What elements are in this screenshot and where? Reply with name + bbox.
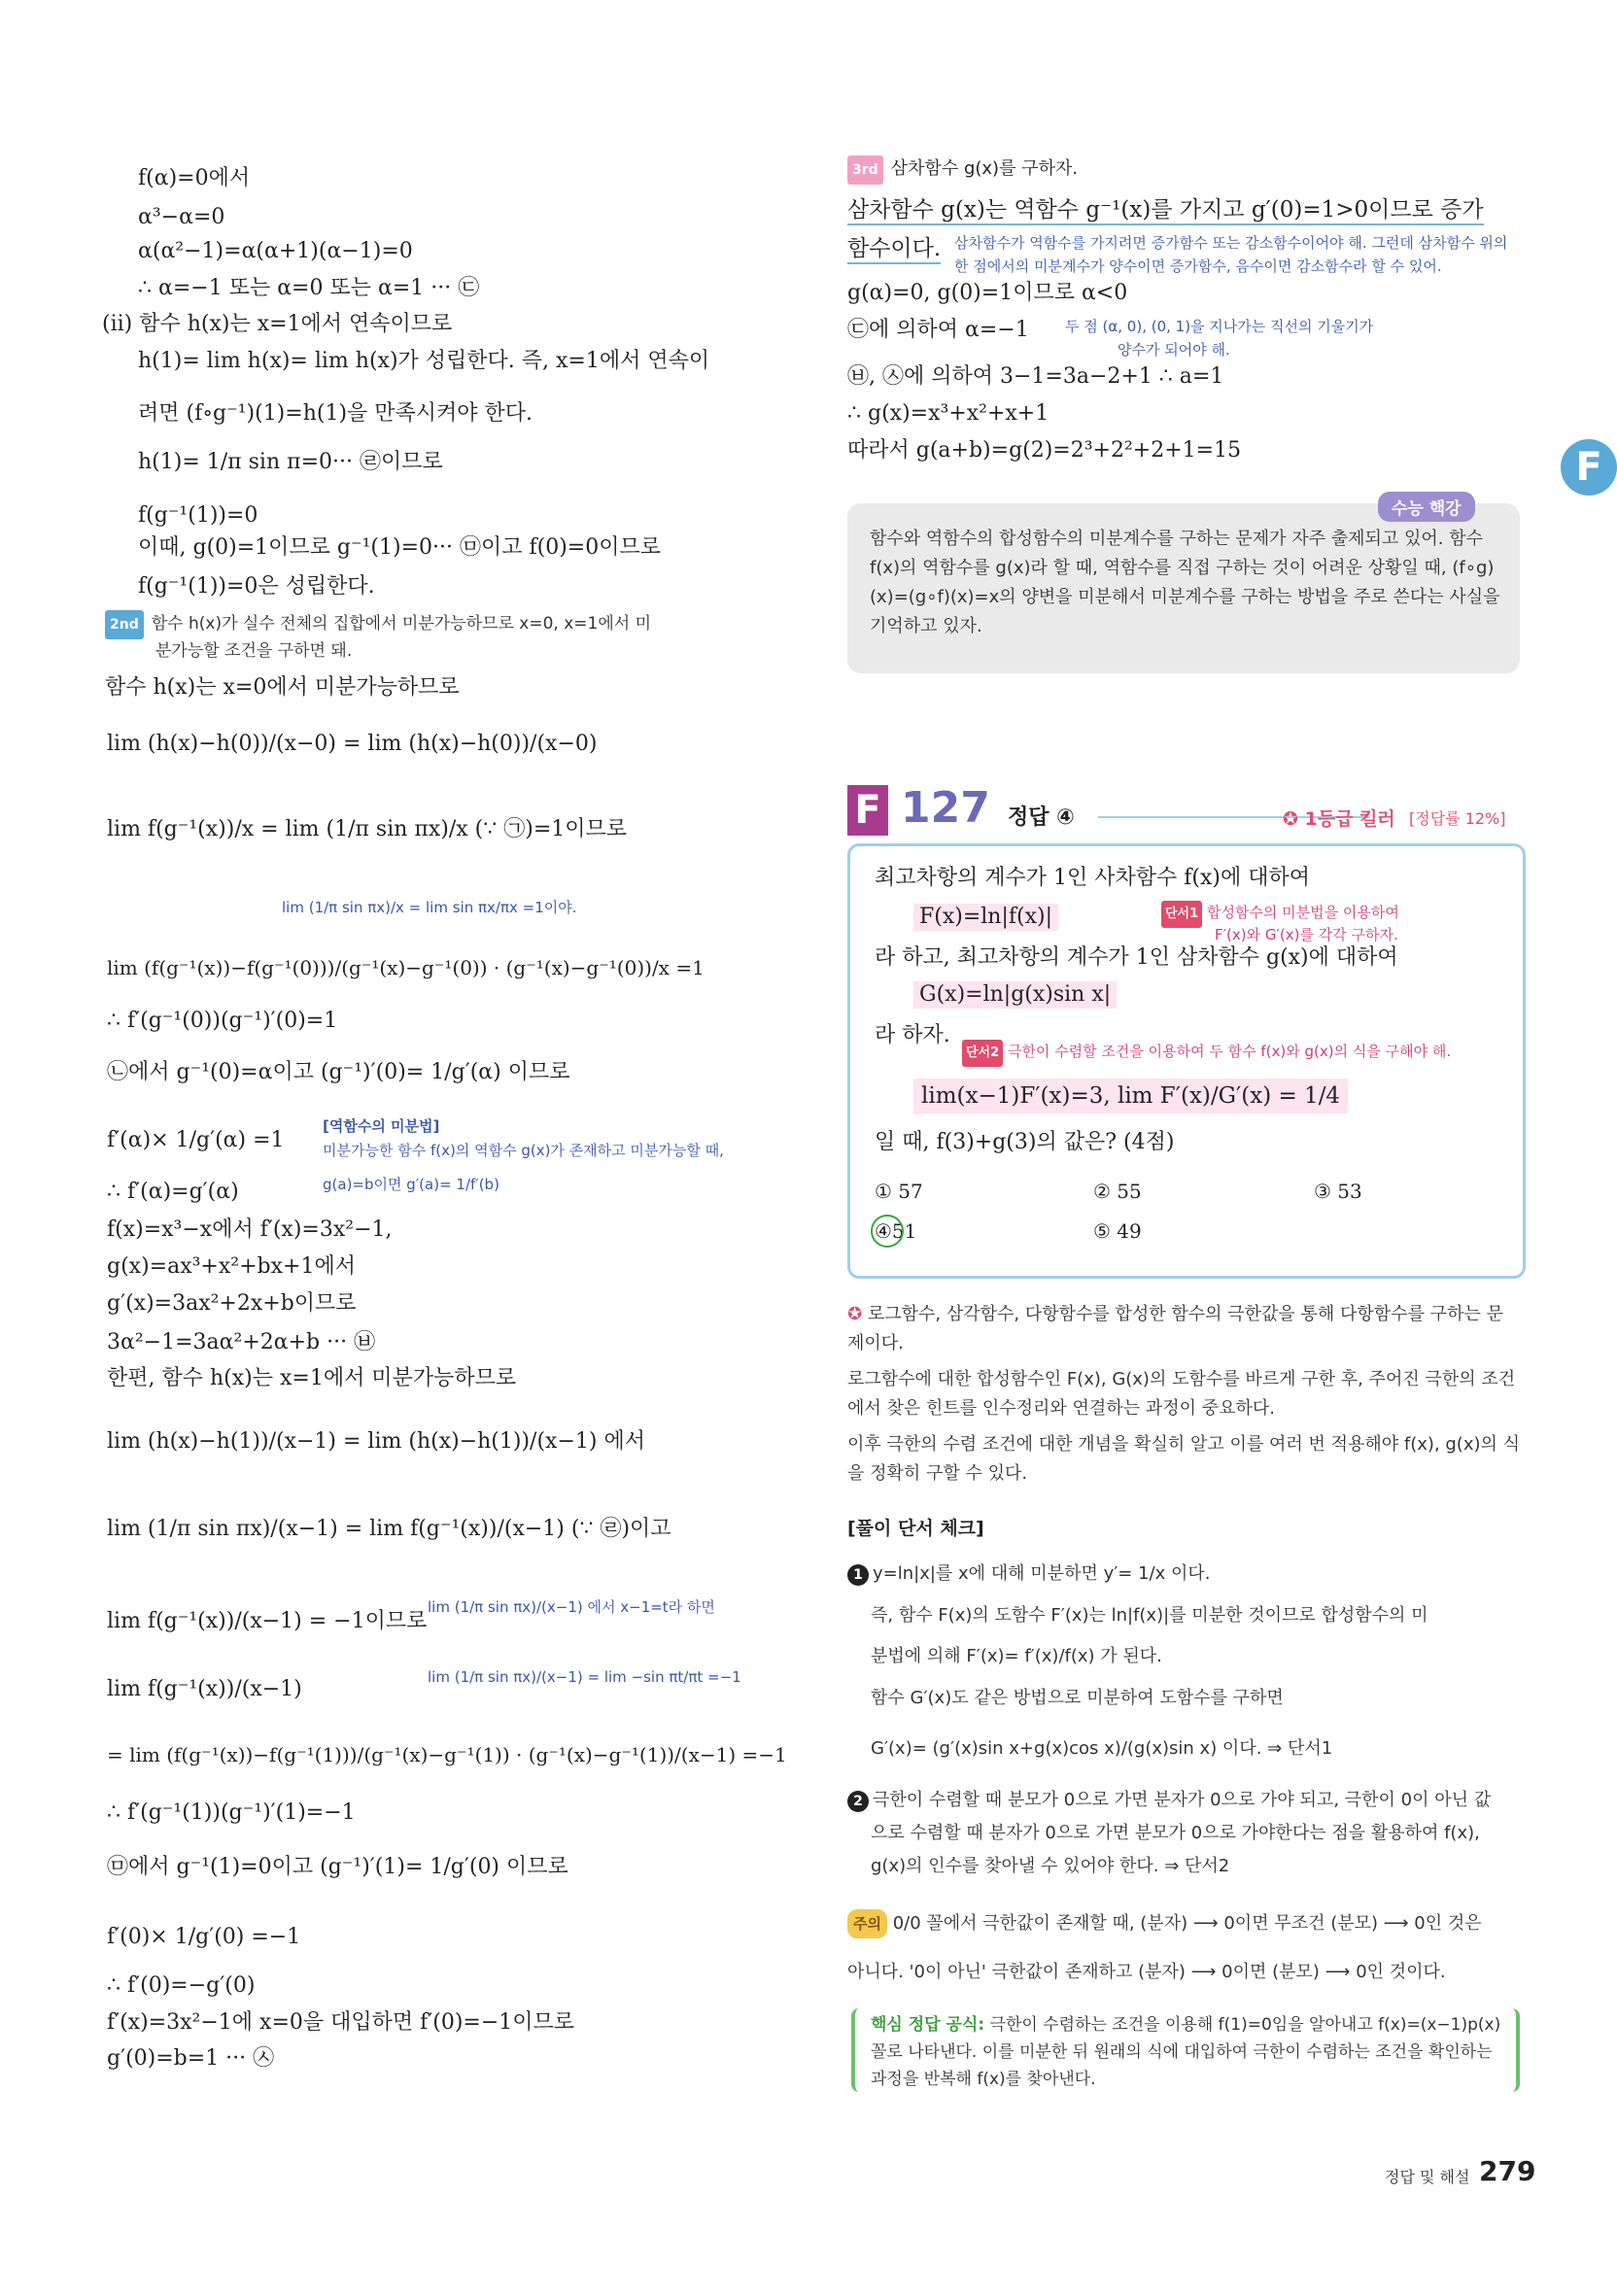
- math-line: f′(α)× 1/g′(α) =1: [107, 1128, 285, 1152]
- note-text: 한 점에서의 미분계수가 양수이면 증가함수, 음수이면 감소함수라 할 수 있어.: [954, 257, 1442, 275]
- choice-5[interactable]: ⑤ 49: [1093, 1219, 1142, 1243]
- math-line: f(x)=x³−x에서 f′(x)=3x²−1,: [107, 1217, 393, 1242]
- answer-circle: [871, 1215, 904, 1248]
- problem-line: F(x)=ln|f(x)|: [913, 904, 1058, 931]
- problem-header: [847, 785, 1518, 843]
- math-line: ∴ f′(α)=g′(α): [107, 1180, 239, 1204]
- text-line: 분가능할 조건을 구하면 돼.: [155, 641, 353, 661]
- text-line: f(g⁻¹(1))=0: [138, 503, 258, 528]
- choice-2[interactable]: ② 55: [1093, 1180, 1142, 1203]
- section-f-marker: F: [1561, 439, 1617, 496]
- check-line: y=ln|x|를 x에 대해 미분하면 y′= 1/x 이다.: [873, 1563, 1211, 1584]
- math-line: ㉤에서 g⁻¹(1)=0이고 (g⁻¹)′(1)= 1/g′(0) 이므로: [107, 1855, 568, 1879]
- text-line: f(g⁻¹(1))=0은 성립한다.: [138, 574, 375, 599]
- page-number: 279: [1479, 2155, 1536, 2187]
- note-text: 미분가능한 함수 f(x)의 역함수 g(x)가 존재하고 미분가능할 때,: [323, 1142, 724, 1159]
- text-line: (ii) 함수 h(x)는 x=1에서 연속이므로: [102, 312, 453, 336]
- check-line: 으로 수렴할 때 분자가 0으로 가면 분모가 0으로 가야한다는 점을 활용하여 f(x),: [871, 1823, 1480, 1843]
- math-line: g(x)=ax³+x²+bx+1에서: [107, 1254, 356, 1279]
- note-text: 삼차함수가 역함수를 가지려면 증가함수 또는 감소함수이어야 해. 그런데 삼차함수 위의: [954, 234, 1508, 252]
- choice-1[interactable]: ① 57: [875, 1180, 923, 1203]
- math-line: lim (h(x)−h(0))/(x−0) = lim (h(x)−h(0))/(x−0): [107, 732, 598, 756]
- note-text: 양수가 되어야 해.: [1118, 341, 1230, 359]
- math-line: g′(0)=b=1 ··· ㉦: [107, 2046, 275, 2071]
- hint-text: F′(x)와 G′(x)를 각각 구하자.: [1215, 926, 1398, 943]
- number-2-icon: 2: [847, 1791, 869, 1812]
- check-line: g(x)의 인수를 찾아낼 수 있어야 한다. ⇒ 단서2: [871, 1856, 1230, 1876]
- check-line: 분법에 의해 F′(x)= f′(x)/f(x) 가 된다.: [871, 1646, 1162, 1666]
- tip-text: 함수와 역함수의 합성함수의 미분계수를 구하는 문제가 자주 출제되고 있어. 함수 f(x)의 역함수를 g(x)라 할 때, 역함수를 직접 구하는 것이 어려운 상황일 때, (f∘g)(x)=(g∘f)(x)=x의 양변을 미분해서 미분계수를 구하는 방법을 주로 쓴다는 사실을 기억하고 있자.: [870, 529, 1500, 636]
- math-line: 따라서 g(a+b)=g(2)=2³+2²+2+1=15: [847, 438, 1242, 463]
- math-line: lim f(g⁻¹(x))/x = lim (1/π sin πx)/x (∵ ㉠)=1이므로: [107, 817, 628, 841]
- text-line: α(α²−1)=α(α+1)(α−1)=0: [138, 239, 413, 263]
- math-line: f′(x)=3x²−1에 x=0을 대입하면 f′(0)=−1이므로: [107, 2010, 575, 2035]
- text-line: 이때, g(0)=1이므로 g⁻¹(1)=0··· ㉤이고 f(0)=0이므로: [138, 535, 661, 560]
- warning-line: 0/0 꼴에서 극한값이 존재할 때, (분자) ⟶ 0이면 무조건 (분모) ⟶ 0인 것은: [892, 1913, 1482, 1934]
- text-line: 함수 h(x)가 실수 전체의 집합에서 미분가능하므로 x=0, x=1에서 미: [151, 614, 651, 634]
- math-line: lim (1/π sin πx)/(x−1) = lim f(g⁻¹(x))/(x−1) (∵ ㉣)이고: [107, 1517, 671, 1541]
- math-note: lim (1/π sin πx)/(x−1) 에서 x−1=t라 하면: [428, 1598, 715, 1616]
- text-line: α³−α=0: [138, 205, 225, 229]
- math-line: ∴ f′(g⁻¹(0))(g⁻¹)′(0)=1: [107, 1009, 338, 1033]
- check-line: G′(x)= (g′(x)sin x+g(x)cos x)/(g(x)sin x) 이다. ⇒ 단서1: [871, 1738, 1333, 1759]
- warning-tag: 주의: [847, 1909, 887, 1938]
- core-text: 극한이 수렴하는 조건을 이용해 f(1)=0임을 알아내고 f(x)=(x−1)p(x) 꼴로 나타낸다. 이를 미분한 뒤 원래의 식에 대입하여 극한이 수렴하는 조건을 확인하는 과정을 반복해 f(x)를 찾아낸다.: [871, 2015, 1501, 2089]
- expl-paragraph: 이후 극한의 수렴 조건에 대한 개념을 확실히 알고 이를 여러 번 적용해야 f(x), g(x)의 식을 정확히 구할 수 있다.: [847, 1434, 1521, 1484]
- choice-3[interactable]: ③ 53: [1314, 1180, 1362, 1203]
- text-line: 한편, 함수 h(x)는 x=1에서 미분가능하므로: [107, 1366, 517, 1390]
- problem-line: 최고차항의 계수가 1인 사차함수 f(x)에 대하여: [875, 866, 1310, 890]
- text-line: ∴ α=−1 또는 α=0 또는 α=1 ··· ㉢: [138, 276, 480, 300]
- text-line: h(1)= 1/π sin π=0··· ㉣이므로: [138, 450, 443, 474]
- math-line: ∴ f′(g⁻¹(1))(g⁻¹)′(1)=−1: [107, 1800, 356, 1825]
- math-line: ∴ f′(0)=−g′(0): [107, 1973, 256, 1998]
- text-line: h(1)= lim h(x)= lim h(x)가 성립한다. 즉, x=1에서 연속이: [138, 349, 710, 373]
- hint-text: 합성함수의 미분법을 이용하여: [1206, 904, 1399, 921]
- check-line: 함수 G′(x)도 같은 방법으로 미분하여 도함수를 구하면: [871, 1688, 1284, 1708]
- hint-tag: 단서1: [1161, 901, 1202, 928]
- step-badge-3rd: 3rd: [847, 155, 883, 185]
- hint-text: 극한이 수렴할 조건을 이용하여 두 함수 f(x)와 g(x)의 식을 구해야 해.: [1007, 1043, 1452, 1060]
- footer-label: 정답 및 해설: [1385, 2168, 1470, 2186]
- tip-tag: 수능 핵강: [1378, 492, 1475, 522]
- problem-number: 127: [901, 783, 990, 833]
- problem-condition: lim(x−1)F′(x)=3, lim F′(x)/G′(x) = 1/4: [913, 1079, 1348, 1114]
- math-line: 3α²−1=3aα²+2α+b ··· ㉥: [107, 1330, 376, 1354]
- choice-4[interactable]: ④51: [875, 1219, 917, 1243]
- math-line: ㉡에서 g⁻¹(0)=α이고 (g⁻¹)′(0)= 1/g′(α) 이므로: [107, 1060, 570, 1084]
- math-line: lim f(g⁻¹(x))/(x−1) = −1이므로: [107, 1609, 428, 1633]
- check-title: [풀이 단서 체크]: [847, 1518, 984, 1539]
- text-line: f(α)=0에서: [138, 166, 251, 190]
- note-text: g(a)=b이면 g′(a)= 1/f′(b): [323, 1176, 499, 1193]
- core-label: 핵심 정답 공식:: [871, 2015, 985, 2035]
- accuracy-rate: [정답률 12%]: [1409, 809, 1506, 828]
- problem-line: 라 하고, 최고차항의 계수가 1인 삼차함수 g(x)에 대하여: [875, 945, 1398, 970]
- problem-line: 일 때, f(3)+g(3)의 값은? (4점): [875, 1130, 1175, 1154]
- note-title: [역함수의 미분법]: [323, 1117, 440, 1135]
- problem-line: G(x)=ln|g(x)sin x|: [913, 981, 1117, 1009]
- math-line: g′(x)=3ax²+2x+b이므로: [107, 1291, 357, 1316]
- star-icon: ✪: [847, 1304, 863, 1324]
- math-line: lim (h(x)−h(1))/(x−1) = lim (h(x)−h(1))/(x−1) 에서: [107, 1429, 645, 1454]
- math-line: ㉥, ㉦에 의하여 3−1=3a−2+1 ∴ a=1: [847, 364, 1224, 389]
- number-1-icon: 1: [847, 1564, 869, 1586]
- warning-line: 아니다. '0이 아닌' 극한값이 존재하고 (분자) ⟶ 0이면 (분모) ⟶ 0인 것이다.: [847, 1962, 1446, 1982]
- expl-paragraph: 로그함수에 대한 합성함수인 F(x), G(x)의 도함수를 바르게 구한 후, 주어진 극한의 조건에서 찾은 힌트를 인수정리와 연결하는 과정이 중요하다.: [847, 1369, 1516, 1419]
- problem-letter: F: [847, 785, 888, 836]
- hint-tag: 단서2: [962, 1040, 1003, 1067]
- math-line: lim f(g⁻¹(x))/(x−1): [107, 1677, 302, 1701]
- math-note: lim (1/π sin πx)/x = lim sin πx/πx =1이야.: [282, 899, 577, 916]
- math-line: ∴ g(x)=x³+x²+x+1: [847, 401, 1049, 426]
- math-line: ㉢에 의하여 α=−1: [847, 318, 1029, 342]
- math-note: lim (1/π sin πx)/(x−1) = lim −sin πt/πt =−1: [428, 1668, 741, 1686]
- step-badge-2nd: 2nd: [105, 610, 144, 639]
- text-line: 려면 (f∘g⁻¹)(1)=h(1)을 만족시켜야 한다.: [138, 401, 533, 426]
- math-line: g(α)=0, g(0)=1이므로 α<0: [847, 281, 1128, 305]
- text-line: 삼차함수 g(x)는 역함수 g⁻¹(x)를 가지고 g′(0)=1>0이므로 증가: [847, 196, 1484, 225]
- math-line: lim (f(g⁻¹(x))−f(g⁻¹(0)))/(g⁻¹(x)−g⁻¹(0)) · (g⁻¹(x)−g⁻¹(0))/x =1: [107, 956, 705, 979]
- problem-answer: 정답 ④: [1008, 805, 1075, 830]
- math-line: f′(0)× 1/g′(0) =−1: [107, 1925, 301, 1949]
- check-line: 극한이 수렴할 때 분모가 0으로 가면 분자가 0으로 가야 되고, 극한이 0이 아닌 값: [873, 1790, 1492, 1810]
- math-line: = lim (f(g⁻¹(x))−f(g⁻¹(1)))/(g⁻¹(x)−g⁻¹(1)) · (g⁻¹(x)−g⁻¹(1))/(x−1) =−1: [107, 1743, 787, 1766]
- text-line: 삼차함수 g(x)를 구하자.: [890, 158, 1079, 179]
- text-line: 함수이다.: [847, 235, 941, 264]
- check-line: 즉, 함수 F(x)의 도함수 F′(x)는 ln|f(x)|를 미분한 것이므로 합성함수의 미: [871, 1605, 1428, 1626]
- grade-label: ✪ 1등급 킬러: [1283, 808, 1395, 830]
- problem-line: 라 하자.: [875, 1023, 950, 1047]
- expl-paragraph: 로그함수, 삼각함수, 다항함수를 합성한 함수의 극한값을 통해 다항함수를 구하는 문제이다.: [847, 1304, 1503, 1354]
- note-text: 두 점 (α, 0), (0, 1)을 지나가는 직선의 기울기가: [1065, 318, 1374, 335]
- text-line: 함수 h(x)는 x=0에서 미분가능하므로: [105, 675, 460, 700]
